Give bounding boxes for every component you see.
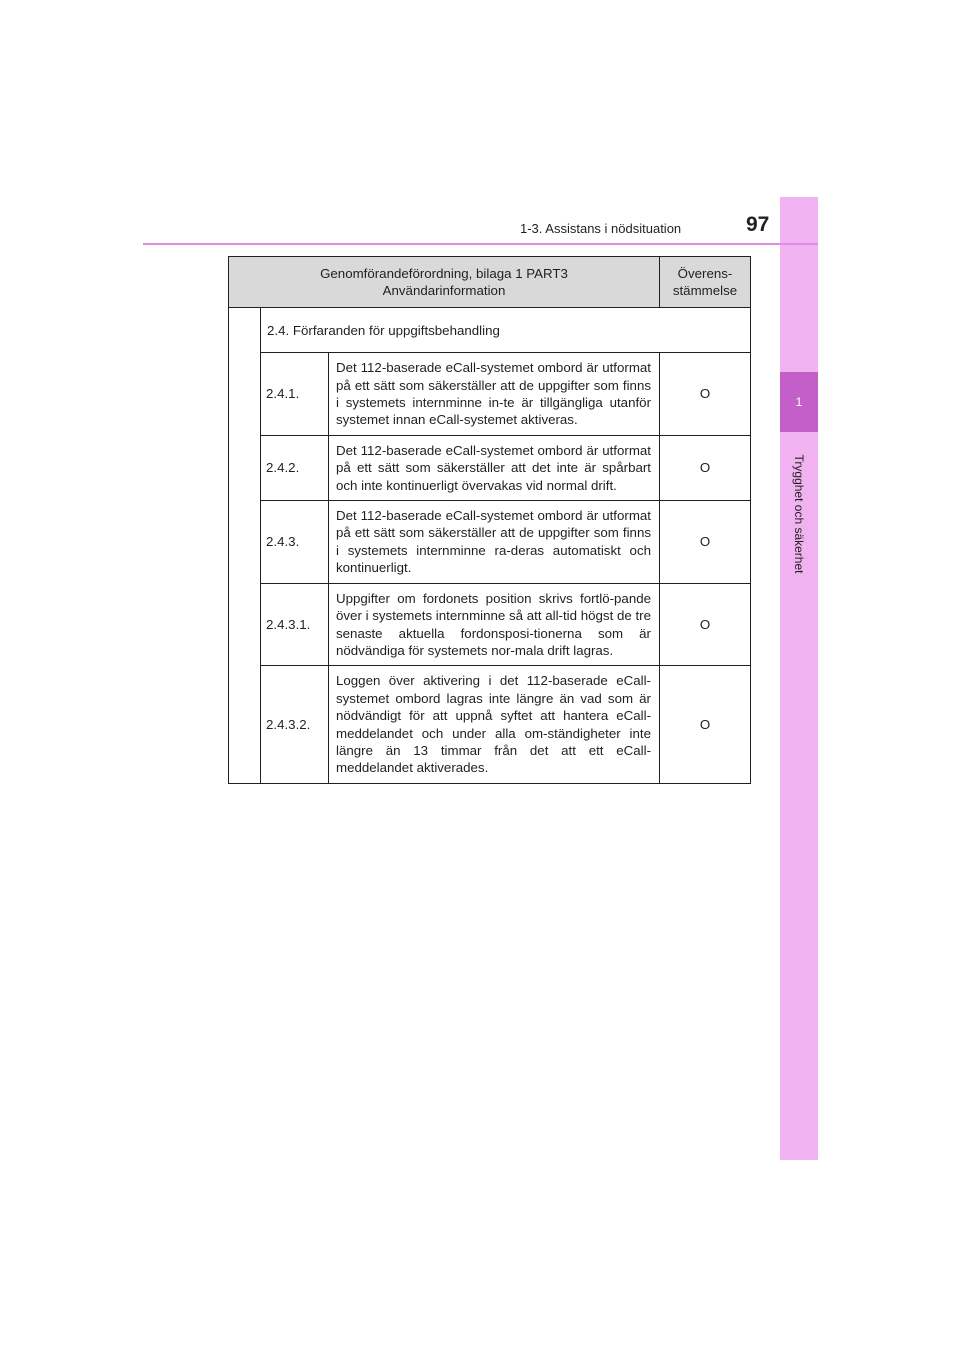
side-tab	[780, 197, 818, 1160]
row-number: 2.4.1.	[261, 353, 329, 436]
header-rule	[143, 243, 818, 245]
table-row	[229, 307, 751, 352]
table-row	[229, 666, 751, 783]
header-title: 1-3. Assistans i nödsituation	[520, 221, 682, 236]
row-text: Det 112-baserade eCall-systemet ombord är utformat på ett sätt som säkerställer att de uppgifter som finns i systemets internminne in-te är tillgängliga utanför systemet innan eCall-systemet aktiveras.	[329, 353, 660, 436]
table-row	[229, 435, 751, 500]
row-text: Loggen över aktivering i det 112-baserade eCall-systemet ombord lagras inte längre än vad som är nödvändigt för att uppnå syftet att hantera eCall-meddelandet och under alla om-ständigheter inte längre än 13 timmar från det att ett eCall-meddelandet aktiverades.	[329, 666, 660, 783]
header-left-line2: Användarinformation	[382, 283, 506, 299]
row-mark: O	[660, 501, 751, 584]
header-right-line2: stämmelse	[672, 283, 738, 299]
table-row	[229, 501, 751, 584]
row-mark: O	[660, 583, 751, 666]
row-mark: O	[660, 435, 751, 500]
table-row	[229, 353, 751, 436]
table-row	[229, 583, 751, 666]
row-number: 2.4.3.2.	[261, 666, 329, 783]
page-number: 97	[746, 213, 770, 236]
compliance-table	[228, 256, 751, 784]
table-header-row	[229, 257, 751, 308]
row-mark: O	[660, 666, 751, 783]
subheading: 2.4. Förfaranden för uppgiftsbehandling	[261, 307, 751, 352]
side-tab-number: 1	[795, 395, 803, 409]
header-right	[660, 257, 751, 308]
indent-cell	[229, 307, 261, 783]
row-number: 2.4.2.	[261, 435, 329, 500]
row-mark: O	[660, 353, 751, 436]
header-left	[229, 257, 660, 308]
row-text: Det 112-baserade eCall-systemet ombord är utformat på ett sätt som säkerställer att det inte är spårbart och inte kontinuerligt övervakas vid normal drift.	[329, 435, 660, 500]
header-right-line1: Överens-	[677, 266, 733, 281]
row-number: 2.4.3.	[261, 501, 329, 584]
header-left-line1: Genomförandeförordning, bilaga 1 PART3	[320, 266, 568, 281]
row-text: Uppgifter om fordonets position skrivs fortlö-pande över i systemets internminne så att all-tid högst de tre senaste aktuella fordonsposi-tionerna som är nödvändiga för systemets nor-mala drift lagras.	[329, 583, 660, 666]
row-text: Det 112-baserade eCall-systemet ombord är utformat på ett sätt som säkerställer att de uppgifter som finns i systemets internminne ra-deras automatiskt och kontinuerligt.	[329, 501, 660, 584]
row-number: 2.4.3.1.	[261, 583, 329, 666]
side-tab-label: Trygghet och säkerhet	[792, 454, 806, 574]
